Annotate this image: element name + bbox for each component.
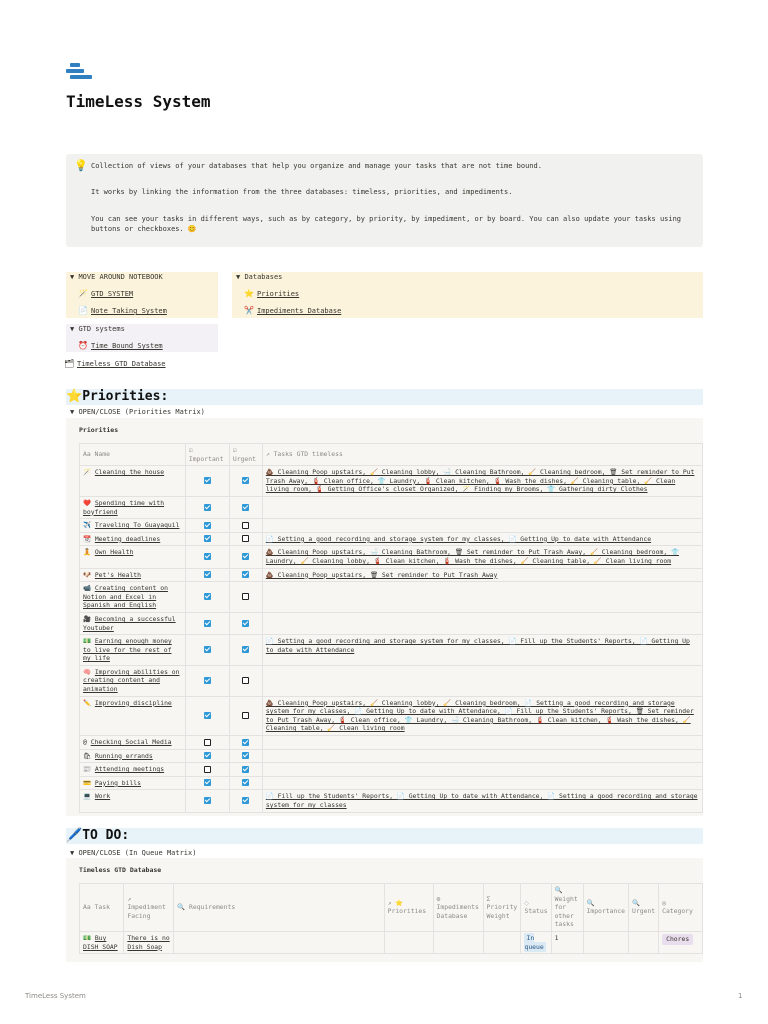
related-tasks[interactable]: 📄 Fill up the Students' Reports, 📄 Getting Up to date with Attendance, 📄 Setting a good recording and storage system for my classes xyxy=(265,792,698,809)
table-row[interactable] xyxy=(80,612,703,634)
urgent-cell[interactable] xyxy=(229,568,262,582)
tasks-cell[interactable] xyxy=(262,612,702,634)
col-impediment[interactable]: ↗ Impediment Facing xyxy=(124,884,174,932)
urgent-checkbox[interactable] xyxy=(242,739,249,746)
important-cell[interactable] xyxy=(185,749,229,763)
name-cell[interactable] xyxy=(80,776,186,790)
urgent-checkbox[interactable] xyxy=(242,779,249,786)
table-row[interactable] xyxy=(80,736,703,750)
tasks-cell[interactable] xyxy=(262,665,702,696)
col-requirements[interactable]: 🔍 Requirements xyxy=(174,884,384,932)
important-cell[interactable] xyxy=(185,790,229,812)
scissors-icon: ✂️ xyxy=(244,306,254,315)
callout-line-1: Collection of views of your databases that help you organize and manage your tasks that are not time bound. xyxy=(91,162,542,170)
alarm-clock-icon: ⏰ xyxy=(78,341,88,350)
tasks-cell[interactable] xyxy=(262,568,702,582)
row-icon: 💳 xyxy=(83,778,91,787)
table-row[interactable] xyxy=(80,635,703,666)
urgent-cell[interactable] xyxy=(229,496,262,518)
tasks-cell[interactable] xyxy=(262,519,702,533)
table-row[interactable] xyxy=(80,665,703,696)
urgent-checkbox[interactable] xyxy=(242,522,249,529)
money-icon: 💵 xyxy=(83,933,91,942)
row-name[interactable]: Meeting deadlines xyxy=(94,534,161,543)
row-name[interactable]: Earning enough money to live for the rest of my life xyxy=(83,637,172,663)
row-name[interactable]: Pet's Health xyxy=(94,570,141,579)
important-checkbox[interactable] xyxy=(204,779,211,786)
tasks-cell[interactable] xyxy=(262,790,702,812)
row-icon: 📆 xyxy=(83,534,91,543)
urgent-cell[interactable] xyxy=(229,466,262,497)
tasks-cell[interactable] xyxy=(262,532,702,546)
row-icon: 🎥 xyxy=(83,614,91,623)
row-name[interactable]: Creating content on Notion and Excel in Spanish and English xyxy=(83,584,168,610)
page-icon: 📄 xyxy=(78,306,88,315)
gtd-systems-box xyxy=(66,324,218,352)
urgent-checkbox[interactable] xyxy=(242,646,249,653)
row-icon: @ xyxy=(83,738,87,747)
table-row[interactable] xyxy=(80,532,703,546)
tasks-cell[interactable] xyxy=(262,749,702,763)
priorities-toggle[interactable]: ▼ OPEN/CLOSE (Priorities Matrix) xyxy=(70,408,205,416)
row-icon: 📹 xyxy=(83,584,91,593)
move-around-toggle[interactable]: ▼ MOVE AROUND NOTEBOOK xyxy=(70,273,163,281)
urgent-cell[interactable] xyxy=(229,612,262,634)
name-cell[interactable] xyxy=(80,466,186,497)
col-urgent[interactable]: 🔍 Urgent xyxy=(629,884,659,932)
name-cell[interactable] xyxy=(80,532,186,546)
name-cell[interactable] xyxy=(80,546,186,568)
name-cell[interactable] xyxy=(80,568,186,582)
table-row[interactable] xyxy=(80,568,703,582)
note-taking-link[interactable]: 📄 Note Taking System xyxy=(78,306,167,315)
priorities-heading: ⭐Priorities: xyxy=(66,389,703,405)
urgent-checkbox[interactable] xyxy=(242,766,249,773)
related-tasks[interactable]: 💩 Cleaning Poop upstairs, 🗑 Set reminder to Put Trash Away xyxy=(265,570,498,579)
col-priority-weight[interactable]: Σ Priority Weight xyxy=(483,884,521,932)
row-icon: ❤️ xyxy=(83,498,91,507)
urgent-cell[interactable] xyxy=(629,931,659,953)
urgent-cell[interactable] xyxy=(229,763,262,777)
tasks-cell[interactable] xyxy=(262,496,702,518)
urgent-checkbox[interactable] xyxy=(242,553,249,560)
row-name[interactable]: Work xyxy=(94,792,111,801)
footer-title: TimeLess System xyxy=(25,992,86,1000)
priorities-header-row xyxy=(80,444,703,466)
important-cell[interactable] xyxy=(185,736,229,750)
table-row[interactable] xyxy=(80,790,703,812)
row-name[interactable]: Improving discipline xyxy=(94,698,172,707)
table-row[interactable] xyxy=(80,749,703,763)
name-cell[interactable] xyxy=(80,519,186,533)
important-cell[interactable] xyxy=(185,612,229,634)
todo-heading: 🖊️TO DO: xyxy=(66,828,703,844)
urgent-cell[interactable] xyxy=(229,582,262,613)
name-cell[interactable] xyxy=(80,696,186,735)
name-cell[interactable] xyxy=(80,763,186,777)
row-icon: 🪄 xyxy=(83,468,91,477)
important-checkbox[interactable] xyxy=(204,797,211,804)
name-cell[interactable] xyxy=(80,635,186,666)
important-cell[interactable] xyxy=(185,466,229,497)
urgent-checkbox[interactable] xyxy=(242,571,249,578)
important-checkbox[interactable] xyxy=(204,739,211,746)
row-name[interactable]: Paying bills xyxy=(94,778,141,787)
move-around-box xyxy=(66,272,218,318)
urgent-checkbox[interactable] xyxy=(242,593,249,600)
row-icon: 💵 xyxy=(83,637,91,646)
status-cell[interactable]: In queue xyxy=(521,931,551,953)
important-cell[interactable] xyxy=(185,532,229,546)
priorities-table xyxy=(79,443,703,813)
name-cell[interactable] xyxy=(80,496,186,518)
row-icon: ✈️ xyxy=(83,521,91,530)
priority-weight-cell[interactable] xyxy=(483,931,521,953)
row-icon: 🐶 xyxy=(83,570,91,579)
urgent-cell[interactable] xyxy=(229,519,262,533)
intro-callout xyxy=(66,154,703,247)
related-tasks[interactable]: 💩 Cleaning Poop upstairs, 🧹 Cleaning lobby, 🛁 Cleaning Bathroom, 🧹 Cleaning bedroom, 🗑 Set reminder to Put Trash Away, 🧯 Clean office, 👕 Laundry, 🧯 Clean kitchen, 🧯 Wash the dishes, 🧹 Cleaning table, 🧹 Clean living room, 🧯 Getting Office's closet Organized, 🪄 Finding my Brooms, 👕 Gathering dirty Clothes xyxy=(265,468,695,494)
important-cell[interactable] xyxy=(185,776,229,790)
category-cell[interactable] xyxy=(659,931,703,953)
impediments-link[interactable]: ✂️ Impediments Database xyxy=(244,306,342,315)
important-checkbox[interactable] xyxy=(204,677,211,684)
urgent-cell[interactable] xyxy=(229,635,262,666)
row-name[interactable]: Traveling To Guayaquil xyxy=(94,521,180,530)
table-row[interactable] xyxy=(80,931,703,953)
row-name[interactable]: Cleaning the house xyxy=(94,468,165,477)
tasks-cell[interactable] xyxy=(262,763,702,777)
todo-table xyxy=(79,883,703,954)
tasks-cell[interactable] xyxy=(262,546,702,568)
important-cell[interactable] xyxy=(185,496,229,518)
row-icon: ✏️ xyxy=(83,698,91,707)
urgent-checkbox[interactable] xyxy=(242,797,249,804)
col-importance[interactable]: 🔍 Importance xyxy=(583,884,628,932)
time-bound-link[interactable]: ⏰ Time Bound System xyxy=(78,341,163,350)
importance-cell[interactable] xyxy=(583,931,628,953)
tasks-cell[interactable] xyxy=(262,776,702,790)
urgent-checkbox[interactable] xyxy=(242,504,249,511)
col-important[interactable]: ☑ Important xyxy=(185,444,229,466)
urgent-cell[interactable] xyxy=(229,736,262,750)
related-tasks[interactable]: 📄 Setting a good recording and storage system for my classes, 📄 Fill up the Students' Reports, 📄 Getting Up to date with Attendance xyxy=(265,637,690,654)
urgent-checkbox[interactable] xyxy=(242,620,249,627)
important-cell[interactable] xyxy=(185,546,229,568)
name-cell[interactable] xyxy=(80,736,186,750)
urgent-cell[interactable] xyxy=(229,790,262,812)
table-row[interactable] xyxy=(80,763,703,777)
important-checkbox[interactable] xyxy=(204,752,211,759)
col-name[interactable]: Aa Name xyxy=(80,444,186,466)
important-cell[interactable] xyxy=(185,665,229,696)
gtd-systems-toggle[interactable]: ▼ GTD systems xyxy=(70,325,125,333)
requirements-cell[interactable] xyxy=(174,931,384,953)
col-category[interactable]: ◎ Category xyxy=(659,884,703,932)
category-tag: Chores xyxy=(662,934,693,945)
important-checkbox[interactable] xyxy=(204,553,211,560)
col-tasks[interactable]: ↗ Tasks GTD timeless xyxy=(262,444,702,466)
task-cell[interactable]: 💵 Buy DISH SOAP xyxy=(80,931,124,953)
row-name[interactable]: Spending time with boyfriend xyxy=(83,498,165,516)
col-urgent[interactable]: ☑ Urgent xyxy=(229,444,262,466)
page-title: TimeLess System xyxy=(66,92,211,111)
tasks-cell[interactable] xyxy=(262,466,702,497)
row-name[interactable]: Improving abilities on creating content and animation xyxy=(83,667,180,694)
urgent-checkbox[interactable] xyxy=(242,477,249,484)
page-number: 1 xyxy=(738,992,743,1000)
timeless-db-link[interactable]: 🗂 Timeless GTD Database xyxy=(64,359,166,368)
important-checkbox[interactable] xyxy=(204,477,211,484)
databases-toggle[interactable]: ▼ Databases xyxy=(236,273,283,281)
important-checkbox[interactable] xyxy=(204,522,211,529)
name-cell[interactable] xyxy=(80,790,186,812)
databases-box xyxy=(232,272,703,318)
database-icon: 🗂 xyxy=(64,359,75,368)
row-name[interactable]: Running errands xyxy=(94,751,153,760)
weight-cell[interactable]: 1 xyxy=(551,931,583,953)
priorities-link[interactable]: ⭐ Priorities xyxy=(244,289,300,298)
gtd-system-link[interactable]: 🪄 GTD SYSTEM xyxy=(78,289,134,298)
important-cell[interactable] xyxy=(185,582,229,613)
row-icon: 💻 xyxy=(83,792,91,801)
related-tasks[interactable]: 💩 Cleaning Poop upstairs, 🛁 Cleaning Bathroom, 🗑 Set reminder to Put Trash Away, 🧹 Cleaning bedroom, 👕 Laundry, 🧹 Cleaning lobby, 🧯 Clean kitchen, 🧯 Wash the dishes, 🧹 Cleaning table, 🧹 Clean living room xyxy=(265,548,679,565)
col-impediments-db[interactable]: ⚙ Impediments Database xyxy=(433,884,483,932)
important-cell[interactable] xyxy=(185,696,229,735)
page-icon xyxy=(66,63,92,83)
row-icon: 📰 xyxy=(83,765,91,774)
important-checkbox[interactable] xyxy=(204,504,211,511)
tasks-cell[interactable] xyxy=(262,635,702,666)
important-cell[interactable] xyxy=(185,635,229,666)
table-row[interactable] xyxy=(80,696,703,735)
urgent-checkbox[interactable] xyxy=(242,752,249,759)
impediment-cell[interactable]: There is no Dish Soap xyxy=(124,931,174,953)
urgent-cell[interactable] xyxy=(229,665,262,696)
table-row[interactable] xyxy=(80,546,703,568)
important-checkbox[interactable] xyxy=(204,571,211,578)
star-icon: ⭐ xyxy=(244,289,254,298)
wand-icon: 🪄 xyxy=(78,289,88,298)
tasks-cell[interactable] xyxy=(262,736,702,750)
row-name[interactable]: Becoming a successful Youtuber xyxy=(83,614,176,632)
urgent-cell[interactable] xyxy=(229,776,262,790)
name-cell[interactable] xyxy=(80,665,186,696)
urgent-cell[interactable] xyxy=(229,749,262,763)
todo-header-row xyxy=(80,884,703,932)
important-checkbox[interactable] xyxy=(204,535,211,542)
todo-toggle[interactable]: ▼ OPEN/CLOSE (In Queue Matrix) xyxy=(70,849,197,857)
important-checkbox[interactable] xyxy=(204,766,211,773)
col-task[interactable]: Aa Task xyxy=(80,884,124,932)
tasks-cell[interactable] xyxy=(262,582,702,613)
important-cell[interactable] xyxy=(185,519,229,533)
important-checkbox[interactable] xyxy=(204,593,211,600)
urgent-cell[interactable] xyxy=(229,532,262,546)
name-cell[interactable] xyxy=(80,749,186,763)
related-tasks[interactable]: 💩 Cleaning Poop upstairs, 🧹 Cleaning lobby, 🧹 Cleaning bedroom, 📄 Setting a good recording and storage system for my classes, 📄 Getting Up to date with Attendance, 📄 Fill up the Students' Reports, 🗑 Set reminder to Put Trash Away, 🧯 Clean office, 👕 Laundry, 🛁 Cleaning Bathroom, 🧯 Clean kitchen, 🧯 Wash the dishes, 🧹 Cleaning table, 🧹 Clean living room xyxy=(265,698,694,733)
row-icon: 🧠 xyxy=(83,667,91,676)
table-row[interactable] xyxy=(80,776,703,790)
row-icon: 🛍 xyxy=(83,751,92,760)
row-name[interactable]: Own Health xyxy=(94,548,134,557)
name-cell[interactable] xyxy=(80,612,186,634)
row-name[interactable]: Checking Social Media xyxy=(90,738,172,747)
urgent-checkbox[interactable] xyxy=(242,712,249,719)
related-tasks[interactable]: 📄 Setting a good recording and storage system for my classes, 📄 Getting Up to date with Attendance xyxy=(265,534,652,543)
table-row[interactable] xyxy=(80,582,703,613)
impediments-db-cell[interactable] xyxy=(433,931,483,953)
lightbulb-icon: 💡 xyxy=(74,159,88,172)
important-checkbox[interactable] xyxy=(204,712,211,719)
important-checkbox[interactable] xyxy=(204,620,211,627)
pen-icon: 🖊️ xyxy=(66,828,83,843)
name-cell[interactable] xyxy=(80,582,186,613)
table-row[interactable] xyxy=(80,519,703,533)
priorities-db-title: Priorities xyxy=(79,426,119,434)
tasks-cell[interactable] xyxy=(262,696,702,735)
table-row[interactable] xyxy=(80,496,703,518)
col-weight[interactable]: 🔍 Weight for other tasks xyxy=(551,884,583,932)
row-name[interactable]: Attending meetings xyxy=(94,765,165,774)
important-cell[interactable] xyxy=(185,568,229,582)
important-cell[interactable] xyxy=(185,763,229,777)
callout-line-3: You can see your tasks in different ways, such as by category, by priority, by impediment, or by board. You can also update your tasks using buttons or checkboxes. 😊 xyxy=(91,215,682,233)
col-status[interactable]: ◌ Status xyxy=(521,884,551,932)
callout-line-2: It works by linking the information from the three databases: timeless, priorities, and impediments. xyxy=(91,188,513,196)
row-icon: 🧘 xyxy=(83,548,91,557)
urgent-cell[interactable] xyxy=(229,696,262,735)
urgent-cell[interactable] xyxy=(229,546,262,568)
col-priorities[interactable]: ↗ ⭐ Priorities xyxy=(384,884,433,932)
todo-db-title: Timeless GTD Database xyxy=(79,866,162,874)
urgent-checkbox[interactable] xyxy=(242,677,249,684)
urgent-checkbox[interactable] xyxy=(242,535,249,542)
important-checkbox[interactable] xyxy=(204,646,211,653)
table-row[interactable] xyxy=(80,466,703,497)
priorities-cell[interactable] xyxy=(384,931,433,953)
star-icon: ⭐ xyxy=(66,389,83,404)
